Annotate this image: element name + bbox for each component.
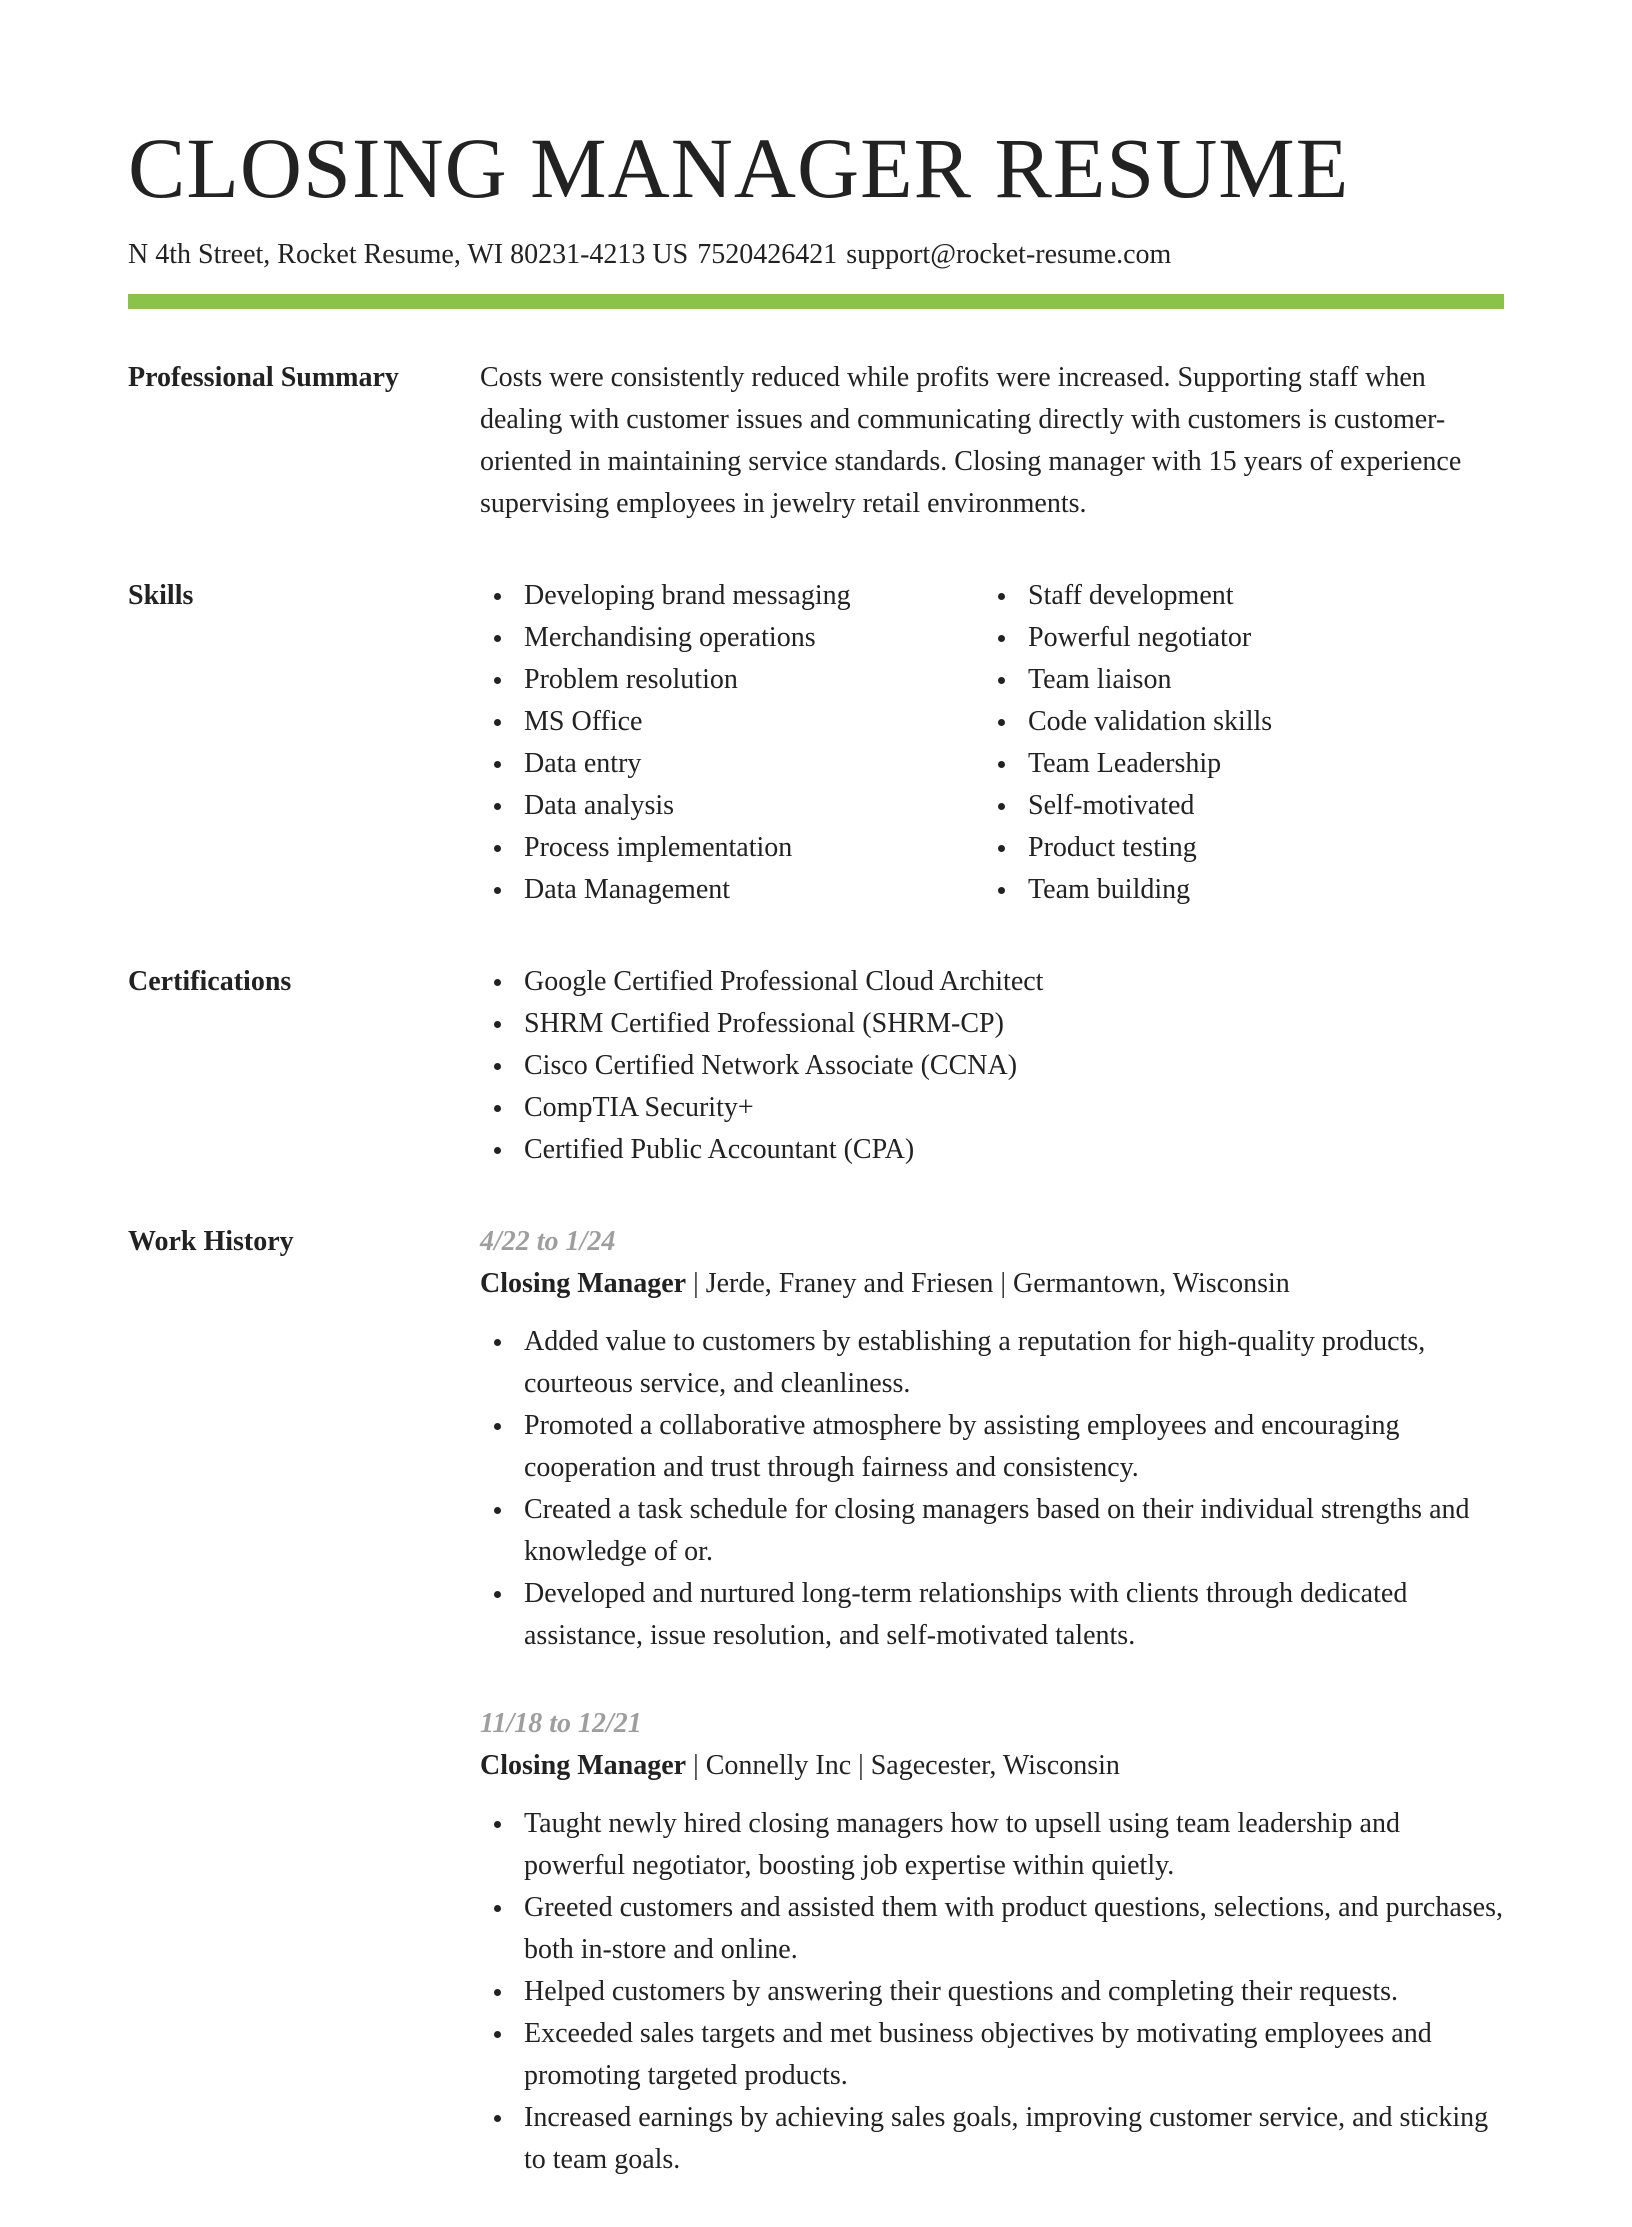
skill-item: Developing brand messaging (480, 575, 984, 617)
resume-title: CLOSING MANAGER RESUME (128, 120, 1350, 216)
job-bullet: Created a task schedule for closing managers based on their individual strengths and knowledge of or. (480, 1489, 1504, 1573)
skill-item: Powerful negotiator (984, 617, 1488, 659)
skill-item: Merchandising operations (480, 617, 984, 659)
skill-item: Data analysis (480, 785, 984, 827)
summary-text: Costs were consistently reduced while profits were increased. Supporting staff when dealing with customer issues and communicating directly with customers is customer-oriented in maintaining service standards. Closing manager with 15 years of experience supervising employees in jewelry retail environments. (480, 362, 1462, 519)
job-bullet: Increased earnings by achieving sales goals, improving customer service, and sticking to team goals. (480, 2097, 1504, 2181)
skills-heading: Skills (128, 580, 194, 611)
skill-item: Staff development (984, 575, 1488, 617)
skill-item: Problem resolution (480, 659, 984, 701)
contact-address: N 4th Street, Rocket Resume, WI 80231-4213 US (128, 239, 689, 270)
skills-list-right (984, 575, 1488, 911)
skills-section (128, 575, 1504, 911)
job-heading (480, 1745, 1504, 1787)
job-bullet: Taught newly hired closing managers how to upsell using team leadership and powerful negotiator, boosting job expertise within quietly. (480, 1803, 1504, 1887)
job-details: | Jerde, Franey and Friesen | Germantown, Wisconsin (686, 1268, 1290, 1299)
contact-email: support@rocket-resume.com (846, 239, 1172, 270)
skill-item: MS Office (480, 701, 984, 743)
skill-item: Self-motivated (984, 785, 1488, 827)
certification-item: Google Certified Professional Cloud Architect (480, 961, 1504, 1003)
skill-item: Team liaison (984, 659, 1488, 701)
header-divider (128, 294, 1504, 309)
job-bullet: Added value to customers by establishing a reputation for high-quality products, courteous service, and cleanliness. (480, 1321, 1504, 1405)
job-entry (480, 1703, 1504, 2181)
certifications-section (128, 961, 1504, 1171)
certifications-heading: Certifications (128, 966, 292, 997)
contact-line (128, 238, 1504, 272)
summary-section (128, 357, 1504, 525)
work-history-heading: Work History (128, 1226, 294, 1257)
certification-item: SHRM Certified Professional (SHRM-CP) (480, 1003, 1504, 1045)
job-dates: 4/22 to 1/24 (480, 1226, 616, 1257)
job-bullet: Helped customers by answering their questions and completing their requests. (480, 1971, 1504, 2013)
skill-item: Team Leadership (984, 743, 1488, 785)
job-bullet: Promoted a collaborative atmosphere by assisting employees and encouraging cooperation and trust through fairness and consistency. (480, 1405, 1504, 1489)
job-dates: 11/18 to 12/21 (480, 1708, 642, 1739)
skill-item: Product testing (984, 827, 1488, 869)
certifications-list (480, 961, 1504, 1171)
certification-item: Certified Public Accountant (CPA) (480, 1129, 1504, 1171)
summary-heading: Professional Summary (128, 362, 399, 393)
skill-item: Data entry (480, 743, 984, 785)
skills-grid (480, 575, 1504, 911)
job-bullet: Developed and nurtured long-term relationships with clients through dedicated assistance, issue resolution, and self-motivated talents. (480, 1573, 1504, 1657)
job-bullet: Exceeded sales targets and met business objectives by motivating employees and promoting targeted products. (480, 2013, 1504, 2097)
job-entry (480, 1221, 1504, 1657)
certification-item: Cisco Certified Network Associate (CCNA) (480, 1045, 1504, 1087)
job-bullets (480, 1803, 1504, 2181)
certification-item: CompTIA Security+ (480, 1087, 1504, 1129)
skills-list-left (480, 575, 984, 911)
skill-item: Code validation skills (984, 701, 1488, 743)
job-bullets (480, 1321, 1504, 1657)
job-bullet: Greeted customers and assisted them with product questions, selections, and purchases, both in-store and online. (480, 1887, 1504, 1971)
skill-item: Data Management (480, 869, 984, 911)
job-heading (480, 1263, 1504, 1305)
skill-item: Team building (984, 869, 1488, 911)
job-details: | Connelly Inc | Sagecester, Wisconsin (686, 1750, 1120, 1781)
job-title: Closing Manager (480, 1268, 687, 1299)
job-title: Closing Manager (480, 1750, 687, 1781)
skill-item: Process implementation (480, 827, 984, 869)
contact-phone: 7520426421 (697, 239, 838, 270)
work-history-section (128, 1221, 1504, 2227)
